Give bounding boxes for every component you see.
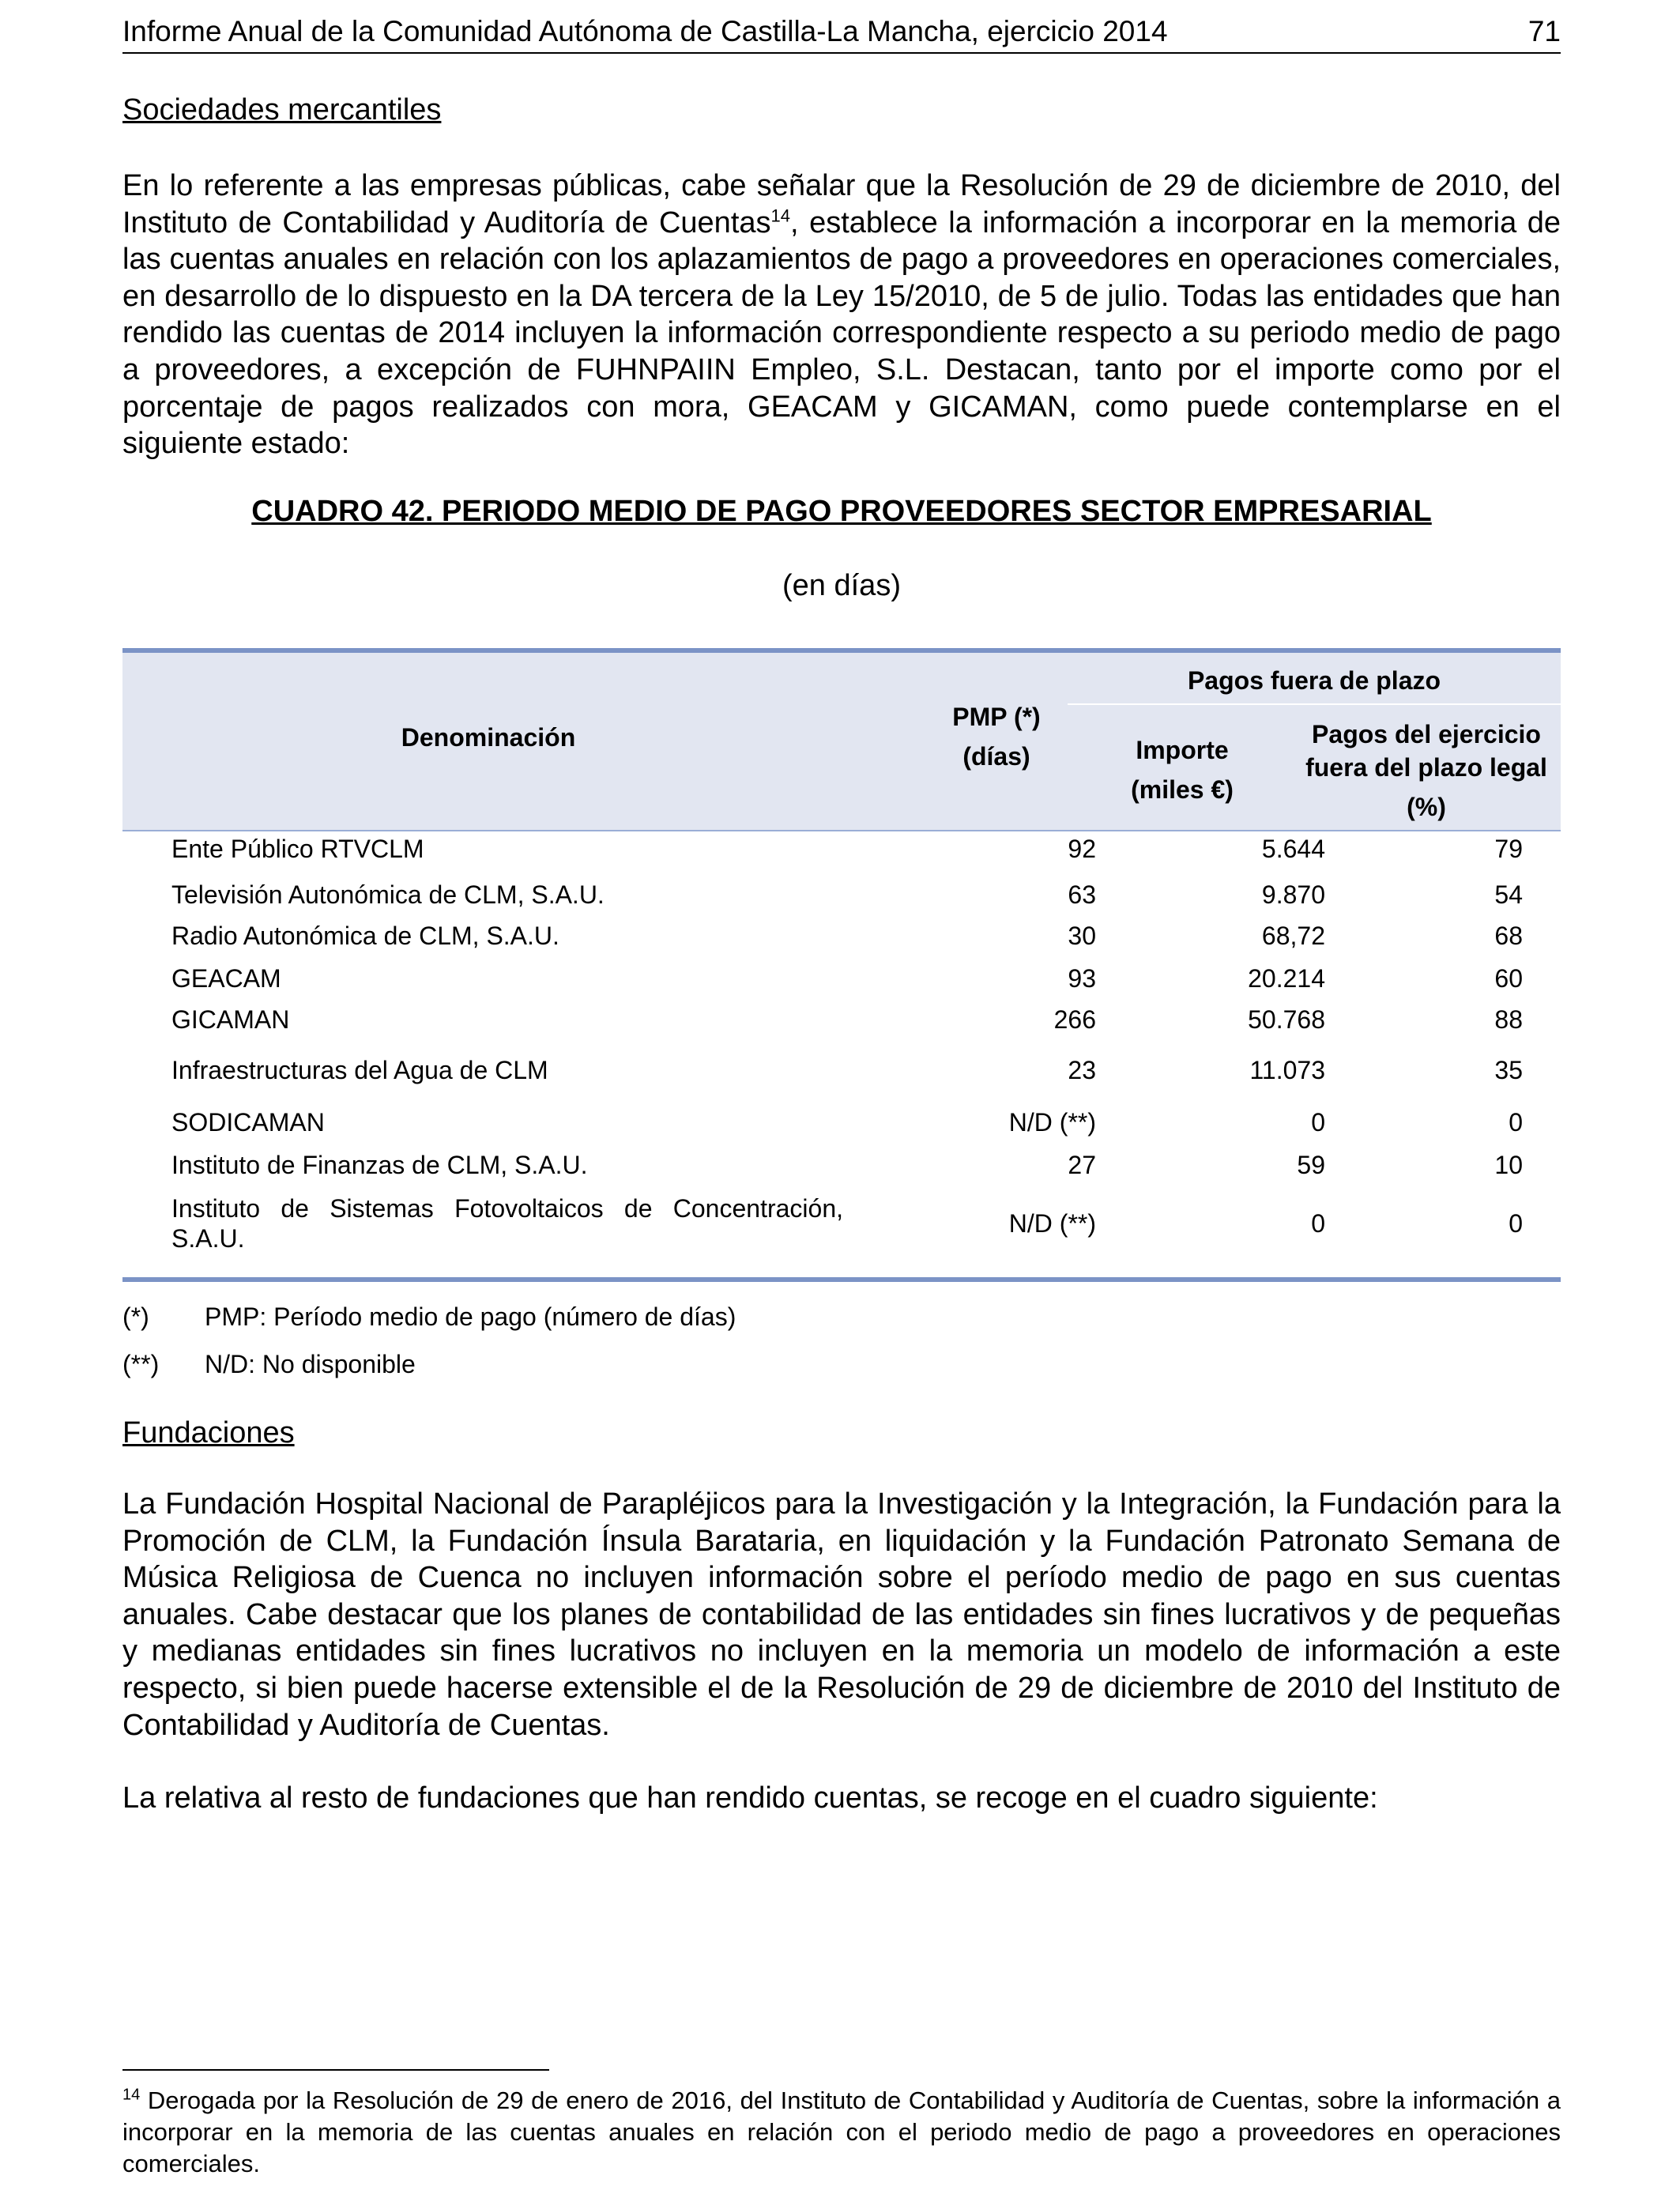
header-pct-line3: (%) <box>1407 793 1446 821</box>
cell-importe: 0 <box>1311 1108 1325 1137</box>
cell-porcentaje: 68 <box>1494 922 1523 950</box>
header-denominacion: Denominación <box>401 723 576 752</box>
header-pct-line1: Pagos del ejercicio <box>1312 720 1541 748</box>
cell-porcentaje: 10 <box>1494 1151 1523 1179</box>
page-header <box>122 11 1561 54</box>
cell-importe: 0 <box>1311 1209 1325 1238</box>
note-mark: (*) <box>122 1302 149 1331</box>
cell-porcentaje: 60 <box>1494 964 1523 993</box>
header-divider <box>1068 703 1561 705</box>
cell-importe: 20.214 <box>1248 964 1325 993</box>
cell-porcentaje: 88 <box>1494 1005 1523 1034</box>
cell-porcentaje: 35 <box>1494 1056 1523 1084</box>
cell-pmp: 92 <box>1068 835 1096 863</box>
cell-denominacion: Infraestructuras del Agua de CLM <box>171 1056 548 1084</box>
note-text: N/D: No disponible <box>205 1350 416 1378</box>
cell-denominacion: Ente Público RTVCLM <box>171 835 424 863</box>
footnote-number: 14 <box>122 2086 141 2104</box>
table-subtitle: (en días) <box>782 569 901 602</box>
cell-importe: 9.870 <box>1261 880 1325 909</box>
cell-denominacion: Radio Autonómica de CLM, S.A.U. <box>171 922 559 950</box>
cell-pmp: 23 <box>1068 1056 1096 1084</box>
footnote-text: Derogada por la Resolución de 29 de enero de 2016, del Instituto de Contabilidad y Auditoría de Cuentas, sobre la información a incorporar en la memoria de las cuentas anuales en relación con el periodo medio de pago a proveedores en operaciones comerciales. <box>122 2087 1561 2177</box>
header-importe-line2: (miles €) <box>1131 775 1234 804</box>
page-number: 71 <box>1527 15 1561 47</box>
header-pagos-fuera-plazo: Pagos fuera de plazo <box>1187 666 1441 695</box>
note-mark: (**) <box>122 1350 160 1378</box>
section-heading-fundaciones: Fundaciones <box>122 1416 295 1449</box>
cell-porcentaje: 79 <box>1494 835 1523 863</box>
header-pct-line2: fuera del plazo legal <box>1305 753 1547 782</box>
footnote <box>122 2085 1561 2180</box>
intro-text-after-ref: , establece la información a incorporar en la memoria de las cuentas anuales en relación con los aplazamientos de pago a proveedores en operaciones comerciales, en desarrollo de lo dispuesto en la DA tercera de la Ley 15/2010, de 5 de julio. Todas las entidades que han rendido las cuentas de 2014 incluyen la información correspondiente respecto a su periodo medio de pago a proveedores, a excepción de FUHNPAIIN Empleo, S.L. Destacan, tanto por el importe como por el porcentaje de pagos realizados con mora, GEACAM y GICAMAN, como puede contemplarse en el siguiente estado: <box>122 205 1561 461</box>
header-pmp-line1: PMP (*) <box>952 703 1041 731</box>
cell-importe: 5.644 <box>1261 835 1325 863</box>
header-importe-line1: Importe <box>1136 736 1229 764</box>
cell-pmp: 63 <box>1068 880 1096 909</box>
table-bottom-rule <box>122 1277 1561 1282</box>
cell-denominacion: GICAMAN <box>171 1005 290 1034</box>
cell-importe: 11.073 <box>1249 1056 1325 1084</box>
table-header <box>122 648 1561 831</box>
cell-pmp: 30 <box>1068 922 1096 950</box>
fundaciones-paragraph: La Fundación Hospital Nacional de Parapléjicos para la Investigación y la Integración, la Fundación para la Promoción de CLM, la Fundación Ínsula Barataria, en liquidación y la Fundación Patronato Semana de Música Religiosa de Cuenca no incluyen información sobre el período medio de pago en sus cuentas anuales. Cabe destacar que los planes de contabilidad de las entidades sin fines lucrativos y de pequeñas y medianas entidades sin fines lucrativos no incluyen en la memoria un modelo de información a este respecto, si bien puede hacerse extensible el de la Resolución de 29 de diciembre de 2010 del Instituto de Contabilidad y Auditoría de Cuentas. <box>122 1487 1561 1742</box>
header-importe <box>1068 730 1297 809</box>
cell-denominacion: GEACAM <box>171 964 281 993</box>
cell-denominacion: SODICAMAN <box>171 1108 325 1137</box>
cell-importe: 59 <box>1297 1151 1325 1179</box>
note-text: PMP: Período medio de pago (número de días) <box>205 1302 736 1331</box>
cell-denominacion: Televisión Autonómica de CLM, S.A.U. <box>171 880 605 909</box>
header-pmp-line2: (días) <box>962 742 1030 771</box>
cell-pmp: 93 <box>1068 964 1096 993</box>
fundaciones-closing-paragraph: La relativa al resto de fundaciones que han rendido cuentas, se recoge en el cuadro siguiente: <box>122 1781 1378 1815</box>
cell-denominacion: Instituto de Sistemas Fotovoltaicos de Concentración, S.A.U. <box>171 1194 843 1253</box>
intro-paragraph <box>122 168 1561 462</box>
cell-pmp: N/D (**) <box>1008 1209 1096 1238</box>
cell-pmp: 27 <box>1068 1151 1096 1179</box>
header-title: Informe Anual de la Comunidad Autónoma de Castilla-La Mancha, ejercicio 2014 <box>122 15 1168 47</box>
cell-porcentaje: 0 <box>1509 1108 1523 1137</box>
cell-porcentaje: 54 <box>1494 880 1523 909</box>
header-porcentaje <box>1276 718 1576 824</box>
footnote-rule <box>122 2069 549 2071</box>
cell-importe: 68,72 <box>1261 922 1325 950</box>
footnote-reference: 14 <box>770 205 790 225</box>
cell-importe: 50.768 <box>1248 1005 1325 1034</box>
section-heading-sociedades: Sociedades mercantiles <box>122 93 442 126</box>
intro-text-before-ref: En lo referente a las empresas públicas, cabe señalar que la Resolución de 29 de diciembre de 2010, del Instituto de Contabilidad y Auditoría de Cuentas <box>122 169 1561 239</box>
cell-porcentaje: 0 <box>1509 1209 1523 1238</box>
cell-denominacion: Instituto de Finanzas de CLM, S.A.U. <box>171 1151 588 1179</box>
cell-pmp: 266 <box>1053 1005 1096 1034</box>
cell-pmp: N/D (**) <box>1008 1108 1096 1137</box>
table-title: CUADRO 42. PERIODO MEDIO DE PAGO PROVEEDORES SECTOR EMPRESARIAL <box>251 495 1432 528</box>
